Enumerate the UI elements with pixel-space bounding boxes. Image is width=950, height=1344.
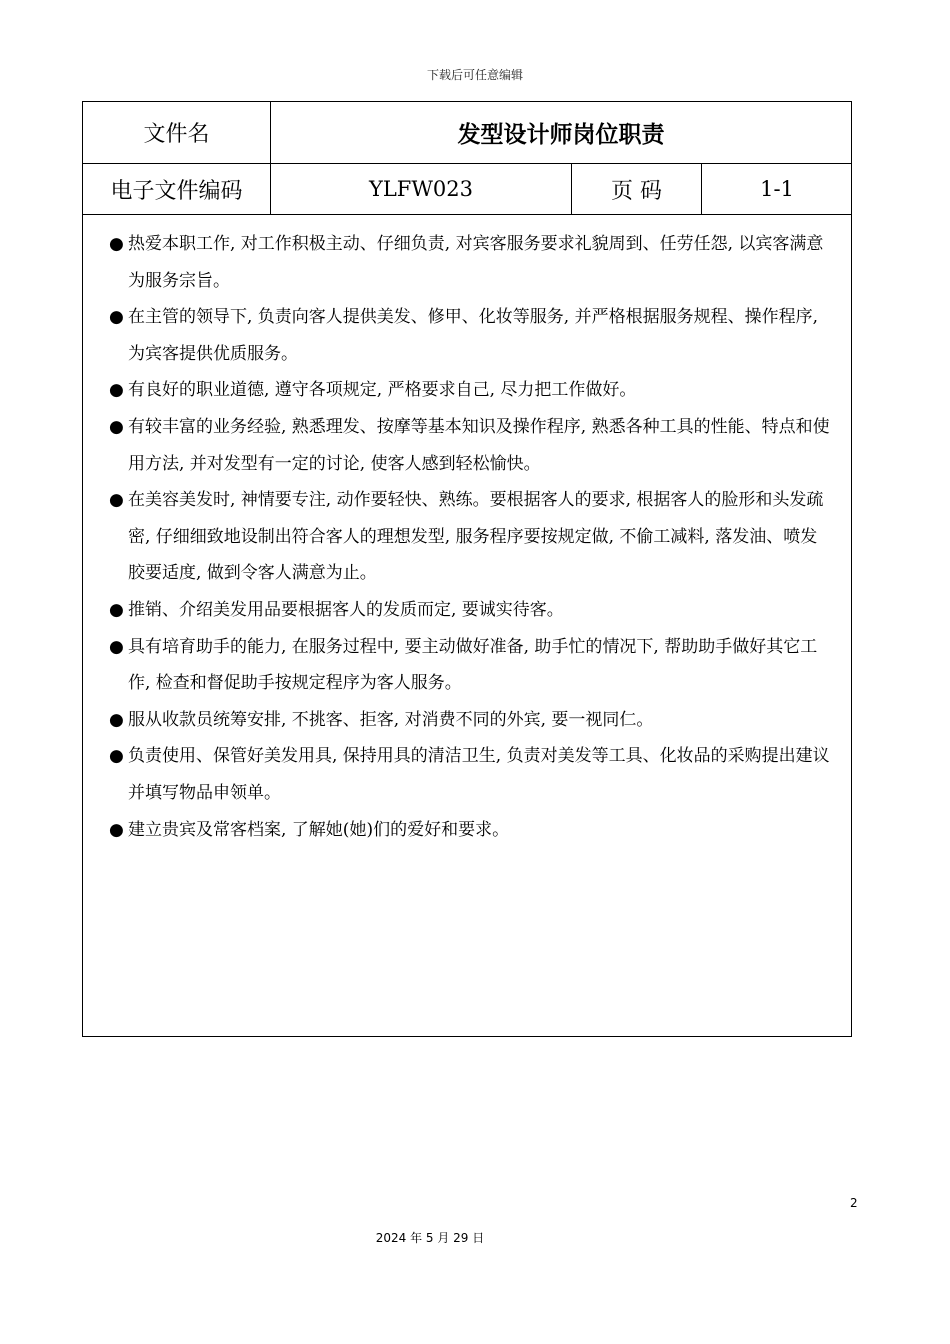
list-item (109, 592, 834, 629)
duty-text: 在主管的领导下, 负责向客人提供美发、修甲、化妆等服务, 并严格根据服务规程、操作程序, 为宾客提供优质服务。 (128, 307, 819, 364)
list-item (109, 629, 834, 702)
table-row-title (83, 102, 851, 164)
duty-text: 负责使用、保管好美发用具, 保持用具的清洁卫生, 负责对美发等工具、化妆品的采购提出建议并填写物品申领单。 (128, 746, 830, 803)
code-value: YLFW023 (271, 164, 572, 214)
page-label: 页 码 (572, 164, 702, 214)
duty-text: 建立贵宾及常客档案, 了解她(她)们的爱好和要求。 (128, 819, 510, 840)
page-number: 2 (850, 1196, 858, 1210)
bullet-icon: ● (109, 234, 124, 254)
duty-text: 在美容美发时, 神情要专注, 动作要轻快、熟练。要根据客人的要求, 根据客人的脸形和头发疏密, 仔细细致地设制出符合客人的理想发型, 服务程序要按规定做, 不偷工减料, 落发油、喷发胶要适度, 做到令客人满意为止。 (128, 490, 824, 584)
bullet-icon: ● (109, 380, 124, 401)
duty-text: 推销、介绍美发用品要根据客人的发质而定, 要诚实待客。 (128, 599, 564, 620)
list-item (109, 702, 834, 739)
bullet-icon: ● (109, 709, 124, 730)
duties-list (109, 226, 834, 848)
list-item (109, 299, 834, 372)
bullet-icon: ● (109, 636, 124, 657)
table-row-meta (83, 164, 851, 215)
list-item (109, 226, 834, 299)
footer-date: 2024 年 5 月 29 日 (375, 1231, 485, 1245)
file-name-label: 文件名 (83, 102, 271, 163)
code-label: 电子文件编码 (83, 164, 271, 214)
duty-text: 有较丰富的业务经验, 熟悉理发、按摩等基本知识及操作程序, 熟悉各种工具的性能、特点和使用方法, 并对发型有一定的讨论, 使客人感到轻松愉快。 (128, 416, 830, 474)
page-value: 1-1 (760, 177, 794, 201)
duty-text: 热爱本职工作, 对工作积极主动、仔细负责, 对宾客服务要求礼貌周到、任劳任怨, 以宾客满意为服务宗旨。 (128, 234, 824, 291)
duty-text: 具有培育助手的能力, 在服务过程中, 要主动做好准备, 助手忙的情况下, 帮助助手做好其它工作, 检查和督促助手按规定程序为客人服务。 (128, 636, 818, 694)
header-note: 下载后可任意编辑 (426, 68, 523, 82)
list-item (109, 482, 834, 592)
bullet-icon: ● (109, 746, 124, 767)
bullet-icon: ● (109, 416, 124, 437)
bullet-icon: ● (109, 819, 124, 840)
list-item (109, 409, 834, 482)
document-table (82, 101, 852, 1037)
duty-text: 服从收款员统筹安排, 不挑客、拒客, 对消费不同的外宾, 要一视同仁。 (128, 709, 654, 730)
duty-text: 有良好的职业道德, 遵守各项规定, 严格要求自己, 尽力把工作做好。 (128, 380, 637, 401)
list-item (109, 372, 834, 409)
bullet-icon: ● (109, 490, 124, 511)
bullet-icon: ● (109, 599, 124, 620)
list-item (109, 812, 834, 849)
bullet-icon: ● (109, 307, 124, 328)
document-title: 发型设计师岗位职责 (457, 122, 665, 148)
list-item (109, 738, 834, 811)
